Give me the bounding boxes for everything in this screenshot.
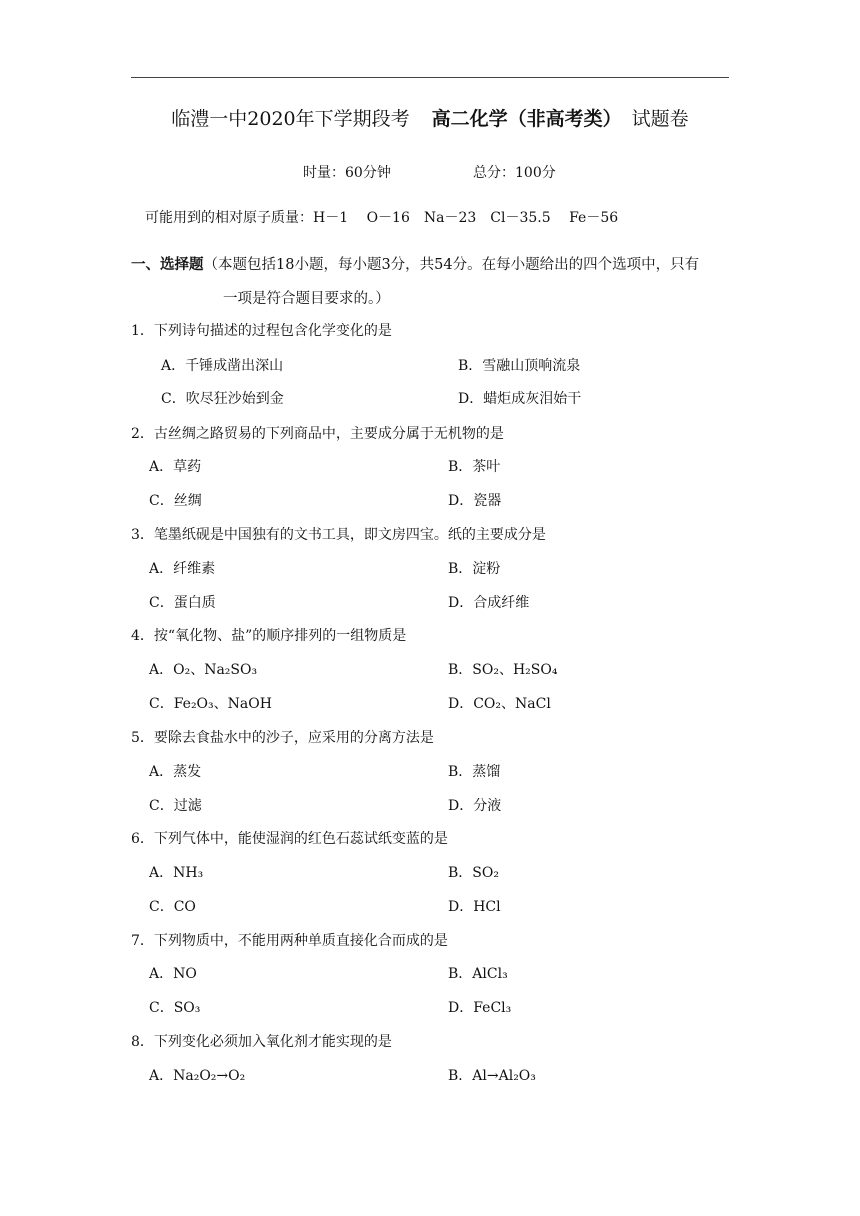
question-stem: 6．下列气体中，能使湿润的红色石蕊试纸变蓝的是 <box>131 831 448 847</box>
option-a: A．纤维素 <box>149 561 216 577</box>
option-a: A．NH₃ <box>149 865 204 881</box>
question-stem: 1．下列诗句描述的过程包含化学变化的是 <box>131 323 392 339</box>
option-d: D．CO₂、NaCl <box>448 696 551 712</box>
option-a: A．蒸发 <box>149 764 202 780</box>
title-main: 高二化学（非高考类） <box>431 108 622 130</box>
option-d: D．瓷器 <box>448 493 502 509</box>
question-stem: 5．要除去食盐水中的沙子，应采用的分离方法是 <box>131 730 434 746</box>
section-label: 一、选择题 <box>131 257 204 273</box>
option-b: B．AlCl₃ <box>448 966 508 982</box>
option-a: A．Na₂O₂→O₂ <box>149 1068 246 1084</box>
option-d: D．蜡炬成灰泪始干 <box>458 391 582 407</box>
section-heading <box>131 253 731 307</box>
section-description-line1: （本题包括18小题，每小题3分，共54分。在每小题给出的四个选项中，只有 <box>203 257 700 273</box>
option-a: A．NO <box>149 966 197 982</box>
option-a: A．千锤成凿出深山 <box>161 358 284 374</box>
question-stem: 8．下列变化必须加入氧化剂才能实现的是 <box>131 1034 392 1050</box>
option-c: C．CO <box>149 899 196 915</box>
option-c: C．丝绸 <box>149 493 202 509</box>
option-b: B．蒸馏 <box>448 764 501 780</box>
option-b: B．淀粉 <box>448 561 501 577</box>
option-b: B．雪融山顶响流泉 <box>458 358 581 374</box>
option-a: A．草药 <box>149 459 202 475</box>
option-c: C．蛋白质 <box>149 595 216 611</box>
option-b: B．Al→Al₂O₃ <box>448 1068 536 1084</box>
option-d: D．FeCl₃ <box>448 1000 512 1016</box>
option-c: C．吹尽狂沙始到金 <box>161 391 284 407</box>
option-b: B．SO₂、H₂SO₄ <box>448 662 558 678</box>
title-suffix: 试题卷 <box>631 108 689 130</box>
option-b: B．SO₂ <box>448 865 499 881</box>
atomic-masses: 可能用到的相对原子质量：H－1 O－16 Na－23 Cl－35.5 Fe－56 <box>145 210 619 226</box>
option-d: D．分液 <box>448 798 502 814</box>
question-stem: 3．笔墨纸砚是中国独有的文书工具，即文房四宝。纸的主要成分是 <box>131 527 546 543</box>
question-stem: 7．下列物质中，不能用两种单质直接化合而成的是 <box>131 933 448 949</box>
question-stem: 4．按“氧化物、盐”的顺序排列的一组物质是 <box>131 628 407 644</box>
exam-total-score: 总分：100分 <box>473 165 556 181</box>
option-c: C．SO₃ <box>149 1000 201 1016</box>
title-prefix: 临澧一中2020年下学期段考 <box>171 108 410 130</box>
section-description-line2: 一项是符合题目要求的。） <box>223 291 390 307</box>
page-title <box>0 104 860 131</box>
option-b: B．茶叶 <box>448 459 501 475</box>
option-c: C．Fe₂O₃、NaOH <box>149 696 272 712</box>
option-c: C．过滤 <box>149 798 202 814</box>
header-rule <box>131 77 729 78</box>
question-stem: 2．古丝绸之路贸易的下列商品中，主要成分属于无机物的是 <box>131 426 504 442</box>
exam-time: 时量：60分钟 <box>303 165 391 181</box>
option-a: A．O₂、Na₂SO₃ <box>149 662 258 678</box>
option-d: D．HCl <box>448 899 501 915</box>
option-d: D．合成纤维 <box>448 595 530 611</box>
